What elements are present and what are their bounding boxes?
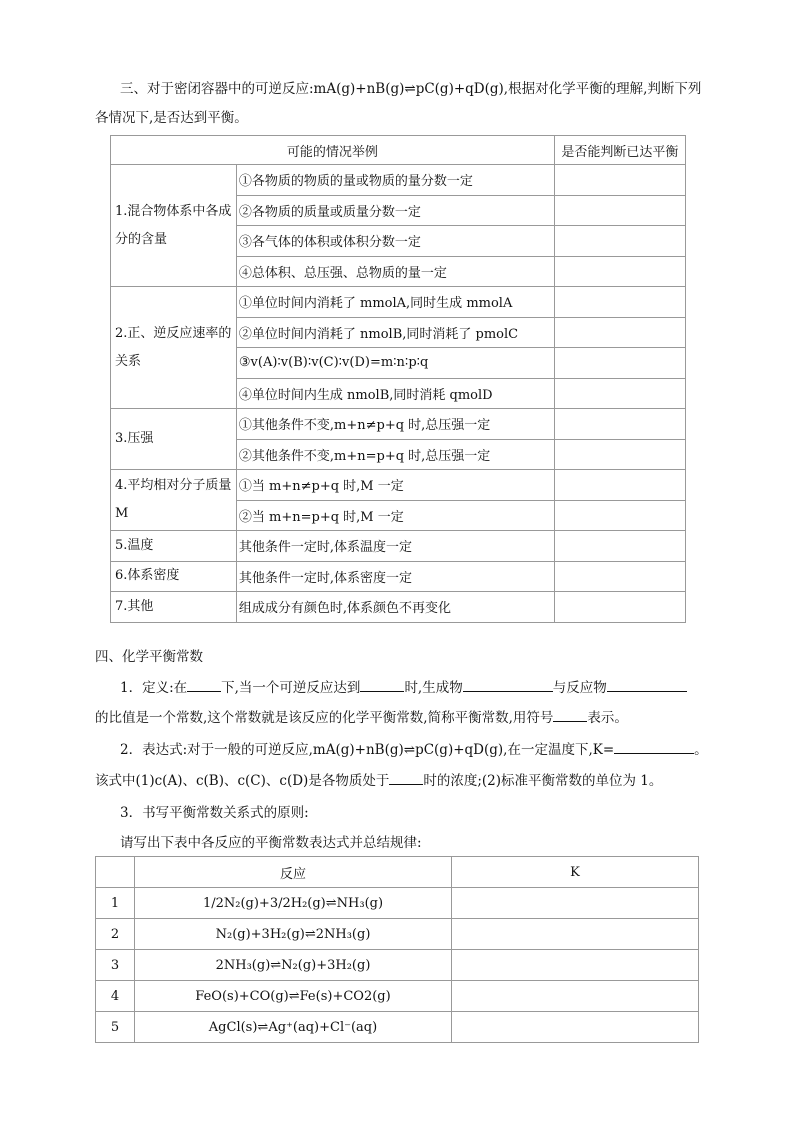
def-text-a: 1．定义:在 [120,680,188,696]
case-cell: 其他条件一定时,体系温度一定 [236,531,554,562]
table-row [111,592,686,623]
answer-cell[interactable] [554,378,685,409]
answer-cell[interactable] [554,409,685,440]
table-row [96,888,699,919]
reaction-cell: FeO(s)+CO(g)⇌Fe(s)+CO2(g) [135,981,452,1012]
blank-reactants[interactable] [607,677,687,692]
reaction-cell: 2NH₃(g)⇌N₂(g)+3H₂(g) [135,950,452,981]
blank-equilibrium[interactable] [389,770,423,785]
header-cases: 可能的情况举例 [111,136,555,165]
group-label: 4.平均相对分子质量 M [111,470,237,531]
expression-line [120,739,708,761]
answer-cell[interactable] [554,439,685,470]
expr-text-b: 。 [694,742,708,758]
case-cell: ④总体积、总压强、总物质的量一定 [236,256,554,287]
section3-intro-line2: 各情况下,是否达到平衡。 [95,110,248,126]
table-row [111,561,686,592]
answer-cell[interactable] [554,226,685,257]
def-text-b: 下,当一个可逆反应达到 [221,680,361,696]
case-cell: 组成成分有颜色时,体系颜色不再变化 [236,592,554,623]
case-cell: ①单位时间内消耗了 mmolA,同时生成 mmolA [236,287,554,318]
answer-cell[interactable] [554,592,685,623]
row-number: 3 [96,950,135,981]
header-judgement: 是否能判断已达平衡 [554,136,685,165]
def-text-c: 时,生成物 [404,680,463,696]
k-cell[interactable] [452,919,699,950]
answer-cell[interactable] [554,470,685,501]
answer-cell[interactable] [554,348,685,379]
answer-cell[interactable] [554,500,685,531]
expression-line2 [95,770,662,792]
group-label: 6.体系密度 [111,561,237,592]
table-row [111,531,686,562]
case-cell: ②当 m+n=p+q 时,M 一定 [236,500,554,531]
answer-cell[interactable] [554,256,685,287]
section3-intro-line1: 三、对于密闭容器中的可逆反应:mA(g)+nB(g)⇌pC(g)+qD(g),根据对化学平衡的理解,判断下列 [120,81,702,97]
answer-cell[interactable] [554,165,685,196]
reaction-cell: 1/2N₂(g)+3/2H₂(g)⇌NH₃(g) [135,888,452,919]
answer-cell[interactable] [554,561,685,592]
header-k: K [452,857,699,888]
case-cell: ②其他条件不变,m+n=p+q 时,总压强一定 [236,439,554,470]
case-cell: ③v(A)∶v(B)∶v(C)∶v(D)=m∶n∶p∶q [236,348,554,379]
case-cell: ①其他条件不变,m+n≠p+q 时,总压强一定 [236,409,554,440]
answer-cell[interactable] [554,195,685,226]
table-row [111,470,686,501]
k-cell[interactable] [452,950,699,981]
k-cell[interactable] [452,981,699,1012]
answer-cell[interactable] [554,531,685,562]
case-cell: 其他条件一定时,体系密度一定 [236,561,554,592]
row-number: 2 [96,919,135,950]
row-number: 4 [96,981,135,1012]
definition-line2 [95,707,628,729]
table-header-row [96,857,699,888]
k-cell[interactable] [452,888,699,919]
def-text-e: 的比值是一个常数,这个常数就是该反应的化学平衡常数,简称平衡常数,用符号 [95,710,554,726]
definition-line [120,677,687,699]
case-cell: ②各物质的质量或质量分数一定 [236,195,554,226]
case-cell: ①当 m+n≠p+q 时,M 一定 [236,470,554,501]
expr-text-a: 2．表达式:对于一般的可逆反应,mA(g)+nB(g)⇌pC(g)+qD(g),在一定温度下,K= [120,742,615,758]
case-cell: ③各气体的体积或体积分数一定 [236,226,554,257]
table-row [111,165,686,196]
table-header-row [111,136,686,165]
row-number: 1 [96,888,135,919]
header-number [96,857,135,888]
case-cell: ④单位时间内生成 nmolB,同时消耗 qmolD [236,378,554,409]
group-label: 2.正、逆反应速率的关系 [111,287,237,409]
def-text-d: 与反应物 [552,680,607,696]
equilibrium-constant-table [95,856,699,1043]
expr-text-c: 该式中(1)c(A)、c(B)、c(C)、c(D)是各物质处于 [95,773,390,789]
reaction-cell: AgCl(s)⇌Ag⁺(aq)+Cl⁻(aq) [135,1012,452,1043]
blank-k-expression[interactable] [614,739,694,754]
reaction-cell: N₂(g)+3H₂(g)⇌2NH₃(g) [135,919,452,950]
blank-products[interactable] [463,677,553,692]
task-line: 请写出下表中各反应的平衡常数表达式并总结规律: [120,835,422,851]
k-cell[interactable] [452,1012,699,1043]
group-label: 5.温度 [111,531,237,562]
table-row [96,981,699,1012]
def-text-f: 表示。 [587,710,628,726]
row-number: 5 [96,1012,135,1043]
group-label: 3.压强 [111,409,237,470]
table-row [96,1012,699,1043]
table-row [111,409,686,440]
expr-text-d: 时的浓度;(2)标准平衡常数的单位为 1。 [423,773,663,789]
blank-state[interactable] [360,677,404,692]
principle-line: 3．书写平衡常数关系式的原则: [120,805,309,821]
table-row [96,919,699,950]
blank-condition[interactable] [187,677,221,692]
group-label: 7.其他 [111,592,237,623]
table-row [96,950,699,981]
case-cell: ②单位时间内消耗了 nmolB,同时消耗了 pmolC [236,317,554,348]
blank-symbol[interactable] [553,707,587,722]
case-cell: ①各物质的物质的量或物质的量分数一定 [236,165,554,196]
group-label: 1.混合物体系中各成分的含量 [111,165,237,287]
header-reaction: 反应 [135,857,452,888]
answer-cell[interactable] [554,287,685,318]
section4-title: 四、化学平衡常数 [95,649,203,665]
equilibrium-judgement-table [110,135,686,623]
table-row [111,287,686,318]
answer-cell[interactable] [554,317,685,348]
